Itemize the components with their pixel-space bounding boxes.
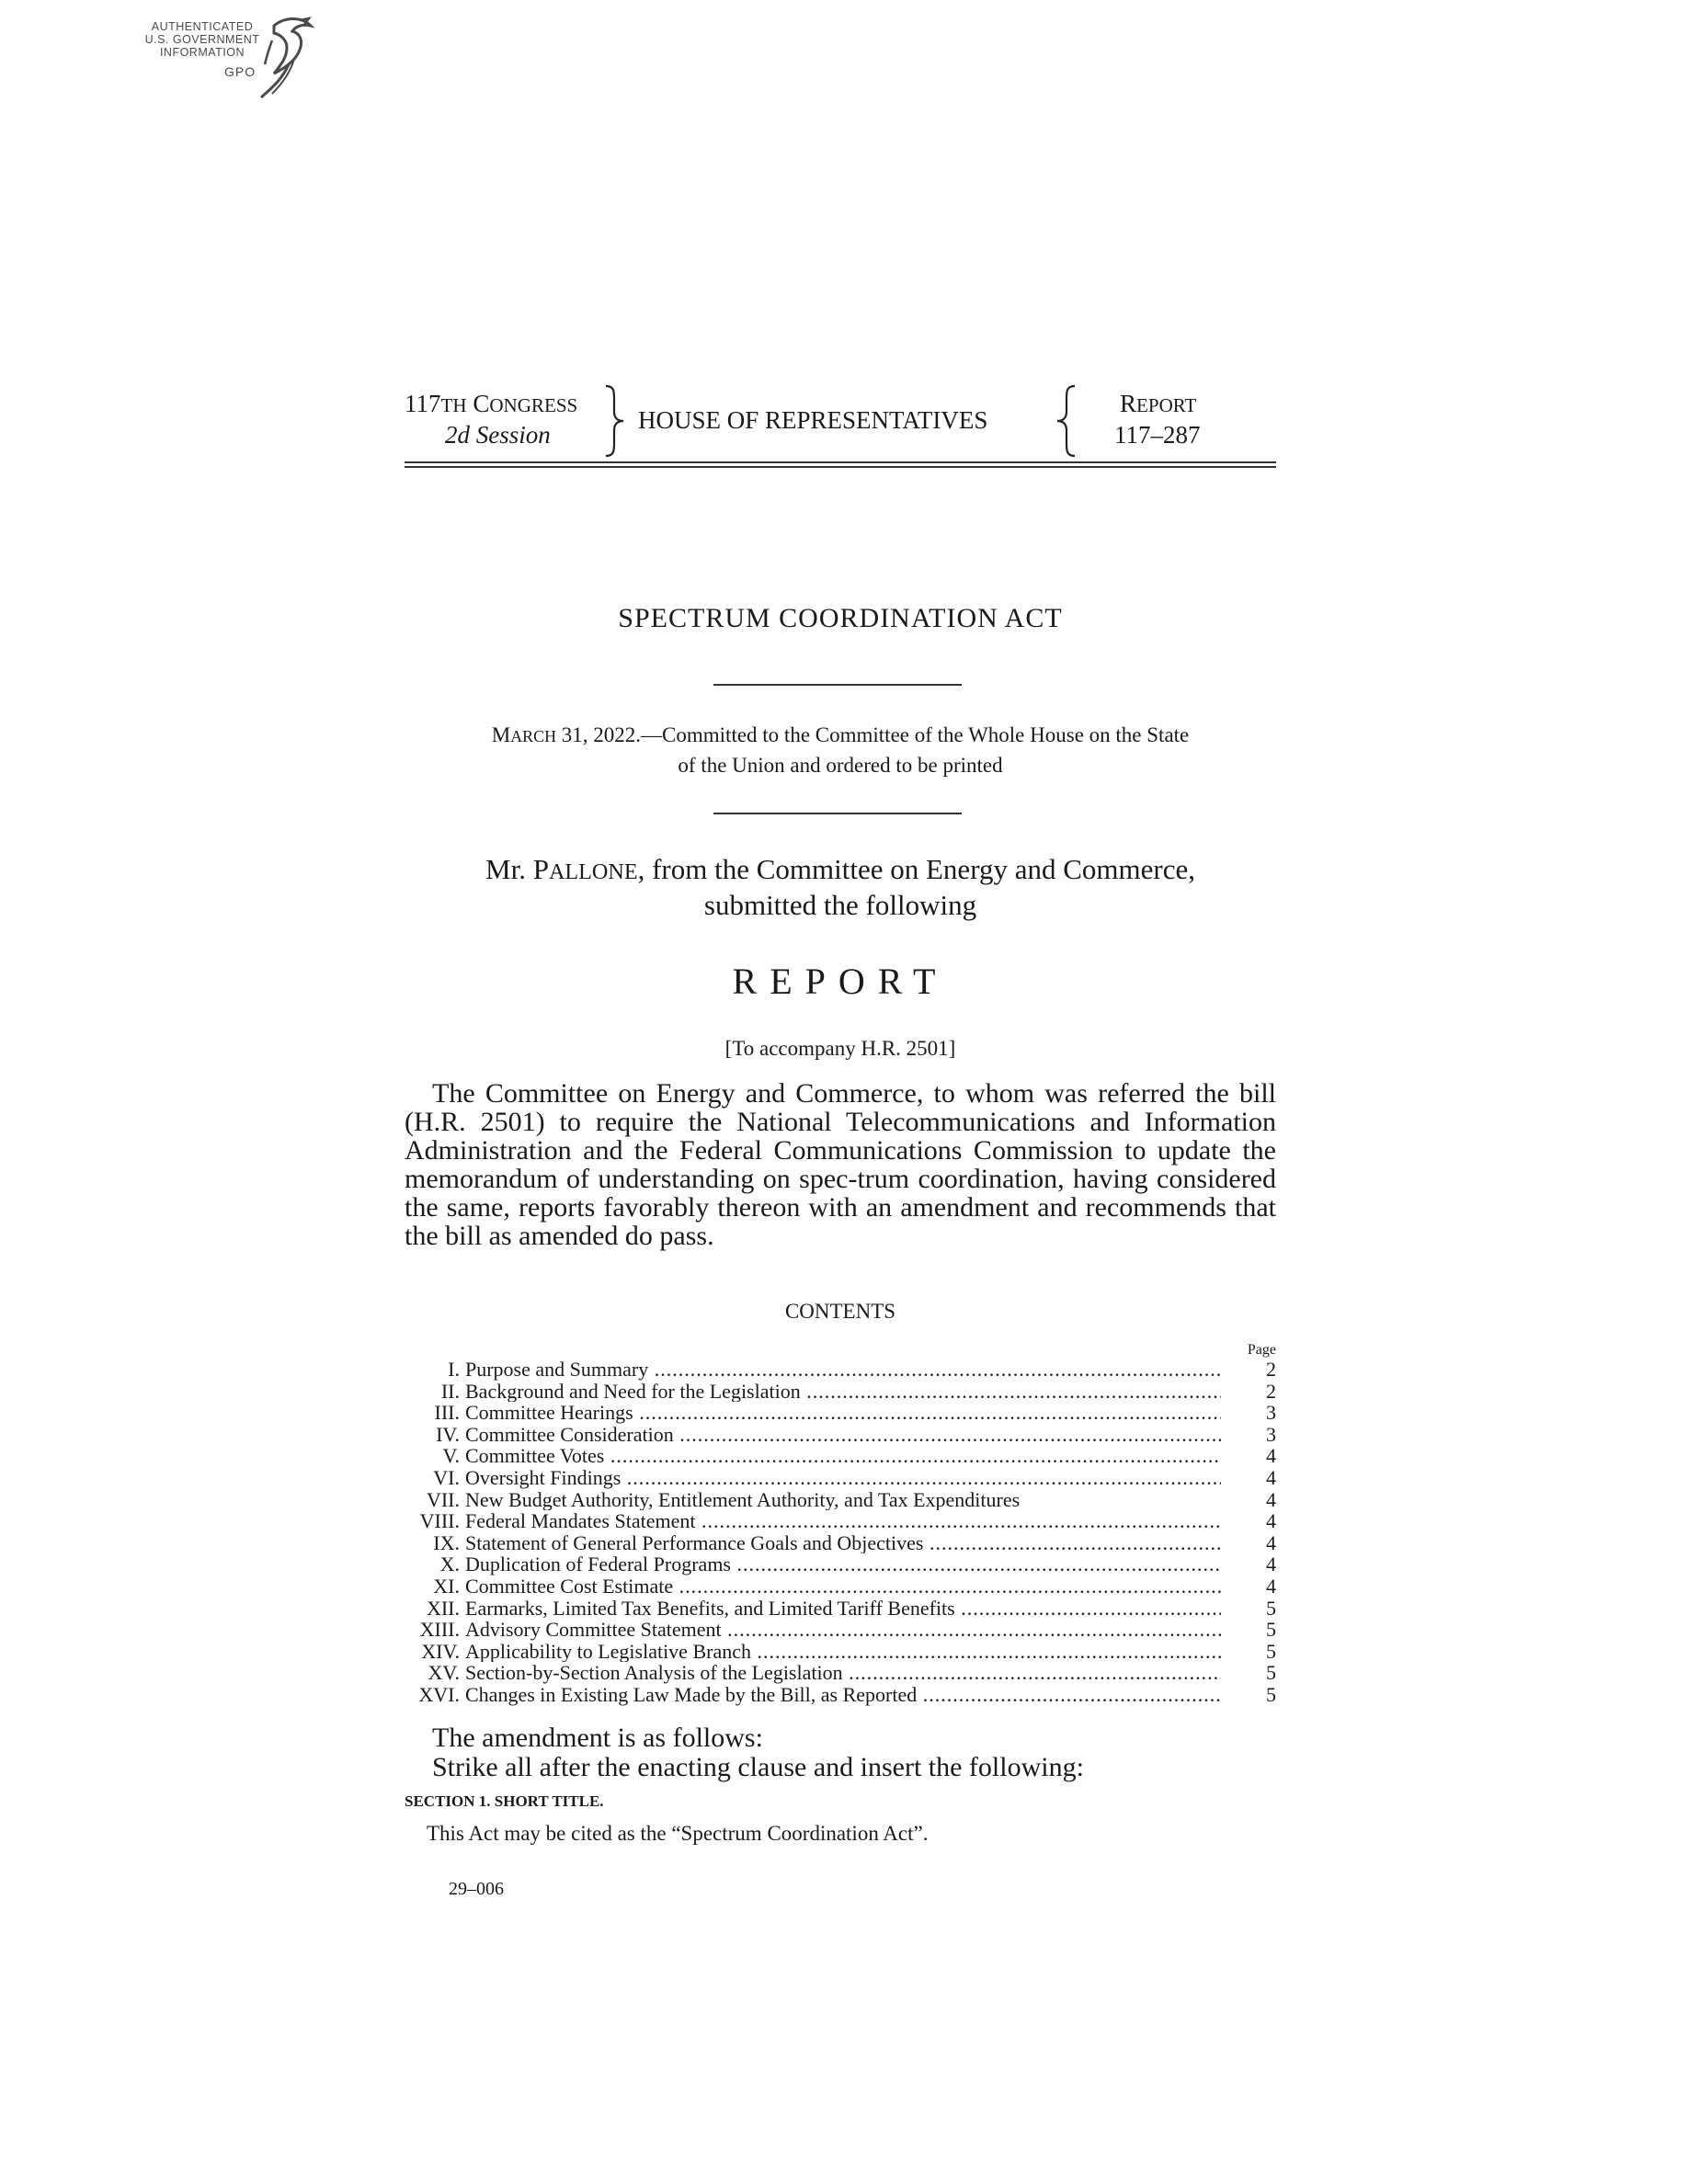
toc-entry	[405, 1532, 1276, 1554]
toc-number: II.	[440, 1379, 460, 1403]
toc-entry	[405, 1662, 1276, 1684]
toc-entry	[405, 1598, 1276, 1620]
intro-paragraph: The Committee on Energy and Commerce, to whom was referred the bill (H.R. 2501) to require the National Telecommunications and Information Administration and the Federal Communications Commission to update the memorandum of understanding on spec-trum coordination, having considered the same, reports favorably thereon with an amendment and recommends that the bill as amended do pass.	[405, 1078, 1276, 1251]
toc-page: 4	[1266, 1465, 1276, 1489]
toc-number: VI.	[433, 1465, 460, 1489]
left-brace-icon	[1054, 384, 1078, 458]
toc-number: XV.	[428, 1661, 460, 1685]
toc-page: 5	[1266, 1682, 1276, 1706]
page-column-label: Page	[1247, 1342, 1276, 1358]
toc-number: I.	[448, 1358, 460, 1381]
toc-title: Committee Cost Estimate .....	[465, 1575, 1221, 1598]
toc-page: 3	[1266, 1422, 1276, 1446]
section-1-heading: SECTION 1. SHORT TITLE.	[405, 1792, 604, 1810]
toc-page: 4	[1266, 1530, 1276, 1554]
accompany-note: [To accompany H.R. 2501]	[724, 1037, 956, 1060]
toc-title: Federal Mandates Statement .....	[465, 1510, 1221, 1532]
month-initial: M	[491, 723, 511, 746]
toc-entry	[405, 1359, 1276, 1381]
toc-entry	[405, 1684, 1276, 1706]
toc-page: 4	[1266, 1509, 1276, 1533]
toc-page: 2	[1266, 1358, 1276, 1381]
toc-number: V.	[442, 1444, 460, 1468]
toc-title: Changes in Existing Law Made by the Bill, as Reported .....	[465, 1684, 1221, 1706]
toc-number: III.	[434, 1401, 460, 1425]
congress-number: 117	[405, 390, 441, 417]
submitted-line-2: submitted the following	[703, 889, 977, 921]
date-line	[405, 721, 1276, 779]
toc-page: 4	[1266, 1574, 1276, 1598]
submitted-suffix: , from the Committee on Energy and Commerce,	[637, 853, 1195, 885]
right-brace-icon	[603, 384, 627, 458]
submitted-prefix: Mr. P	[485, 853, 549, 885]
congress-suffix: TH	[440, 394, 467, 416]
toc-page: 5	[1266, 1618, 1276, 1642]
month-rest: ARCH	[510, 727, 557, 745]
date-rest: 31, 2022.—Committed to the Committee of the Whole House on the State	[556, 723, 1190, 746]
toc-entry	[405, 1445, 1276, 1467]
toc-title: Committee Votes .....	[465, 1445, 1221, 1467]
toc-title: New Budget Authority, Entitlement Authority, and Tax Expenditures	[465, 1488, 1021, 1511]
header-double-rule	[405, 461, 1276, 468]
congress-label	[405, 390, 577, 418]
toc-title: Applicability to Legislative Branch .....	[465, 1641, 1221, 1663]
gpo-abbreviation: GPO	[224, 64, 257, 79]
table-of-contents	[405, 1359, 1276, 1706]
toc-page: 5	[1266, 1661, 1276, 1685]
toc-page: 5	[1266, 1596, 1276, 1620]
amendment-instruction: Strike all after the enacting clause and insert the following:	[432, 1752, 1084, 1782]
report-rest: EPORT	[1136, 394, 1197, 416]
toc-number: VII.	[426, 1487, 460, 1511]
toc-entry	[405, 1467, 1276, 1489]
toc-title: Advisory Committee Statement .....	[465, 1619, 1221, 1641]
session-label: 2d Session	[445, 421, 551, 449]
toc-number: XII.	[426, 1596, 460, 1620]
toc-number: X.	[439, 1553, 460, 1576]
gpo-authentication-mark	[138, 13, 322, 105]
toc-entry	[405, 1381, 1276, 1403]
toc-title: Section-by-Section Analysis of the Legislation .....	[465, 1662, 1221, 1684]
toc-entry	[405, 1641, 1276, 1663]
toc-page: 5	[1266, 1639, 1276, 1663]
gpo-line-1: AUTHENTICATED	[151, 20, 254, 33]
toc-number: VIII.	[419, 1509, 460, 1533]
report-heading: REPORT	[732, 961, 949, 1002]
report-number: 117–287	[1114, 421, 1201, 449]
toc-title: Duplication of Federal Programs .....	[465, 1553, 1221, 1575]
congress-word-initial: C	[473, 390, 490, 417]
submitted-by	[405, 853, 1276, 922]
toc-page: 4	[1266, 1444, 1276, 1468]
toc-entry	[405, 1553, 1276, 1575]
congress-word-rest: ONGRESS	[489, 394, 578, 416]
toc-page: 4	[1266, 1487, 1276, 1511]
toc-title: Earmarks, Limited Tax Benefits, and Limited Tariff Benefits .....	[465, 1598, 1221, 1620]
toc-title: Committee Hearings .....	[465, 1402, 1221, 1424]
amendment-intro: The amendment is as follows:	[432, 1723, 763, 1753]
eagle-icon	[246, 13, 314, 101]
document-code: 29–006	[449, 1879, 504, 1899]
submitted-line-1	[405, 853, 1276, 889]
toc-title: Background and Need for the Legislation .....	[465, 1381, 1221, 1403]
toc-entry	[405, 1489, 1276, 1511]
member-name-rest: ALLONE	[548, 859, 638, 884]
toc-entry	[405, 1619, 1276, 1641]
contents-heading: CONTENTS	[784, 1300, 896, 1323]
report-initial: R	[1120, 390, 1137, 417]
toc-entry	[405, 1424, 1276, 1446]
divider-rule	[713, 813, 962, 814]
toc-title: Committee Consideration .....	[465, 1424, 1221, 1446]
gpo-line-3: INFORMATION	[159, 46, 245, 59]
toc-page: 3	[1266, 1401, 1276, 1425]
toc-number: XIII.	[419, 1618, 460, 1642]
chamber-label: HOUSE OF REPRESENTATIVES	[638, 406, 988, 434]
toc-number: IV.	[436, 1422, 460, 1446]
toc-entry	[405, 1575, 1276, 1598]
divider-rule	[713, 684, 962, 686]
date-line-1	[405, 721, 1276, 751]
toc-entry	[405, 1510, 1276, 1532]
toc-title: Statement of General Performance Goals and Objectives .....	[465, 1532, 1221, 1554]
report-header	[405, 384, 1276, 458]
toc-number: XIV.	[421, 1639, 460, 1663]
report-label	[1120, 390, 1196, 418]
date-line-2: of the Union and ordered to be printed	[678, 754, 1003, 777]
toc-number: XI.	[433, 1574, 460, 1598]
toc-entry	[405, 1402, 1276, 1424]
act-title: SPECTRUM COORDINATION ACT	[618, 603, 1063, 633]
toc-number: XVI.	[418, 1682, 460, 1706]
toc-title: Purpose and Summary .....	[465, 1359, 1221, 1381]
gpo-line-2: U.S. GOVERNMENT	[144, 33, 260, 46]
toc-page: 2	[1266, 1379, 1276, 1403]
section-1-text: This Act may be cited as the “Spectrum Coordination Act”.	[427, 1822, 929, 1845]
toc-page: 4	[1266, 1553, 1276, 1576]
toc-title: Oversight Findings .....	[465, 1467, 1221, 1489]
toc-number: IX.	[433, 1530, 460, 1554]
